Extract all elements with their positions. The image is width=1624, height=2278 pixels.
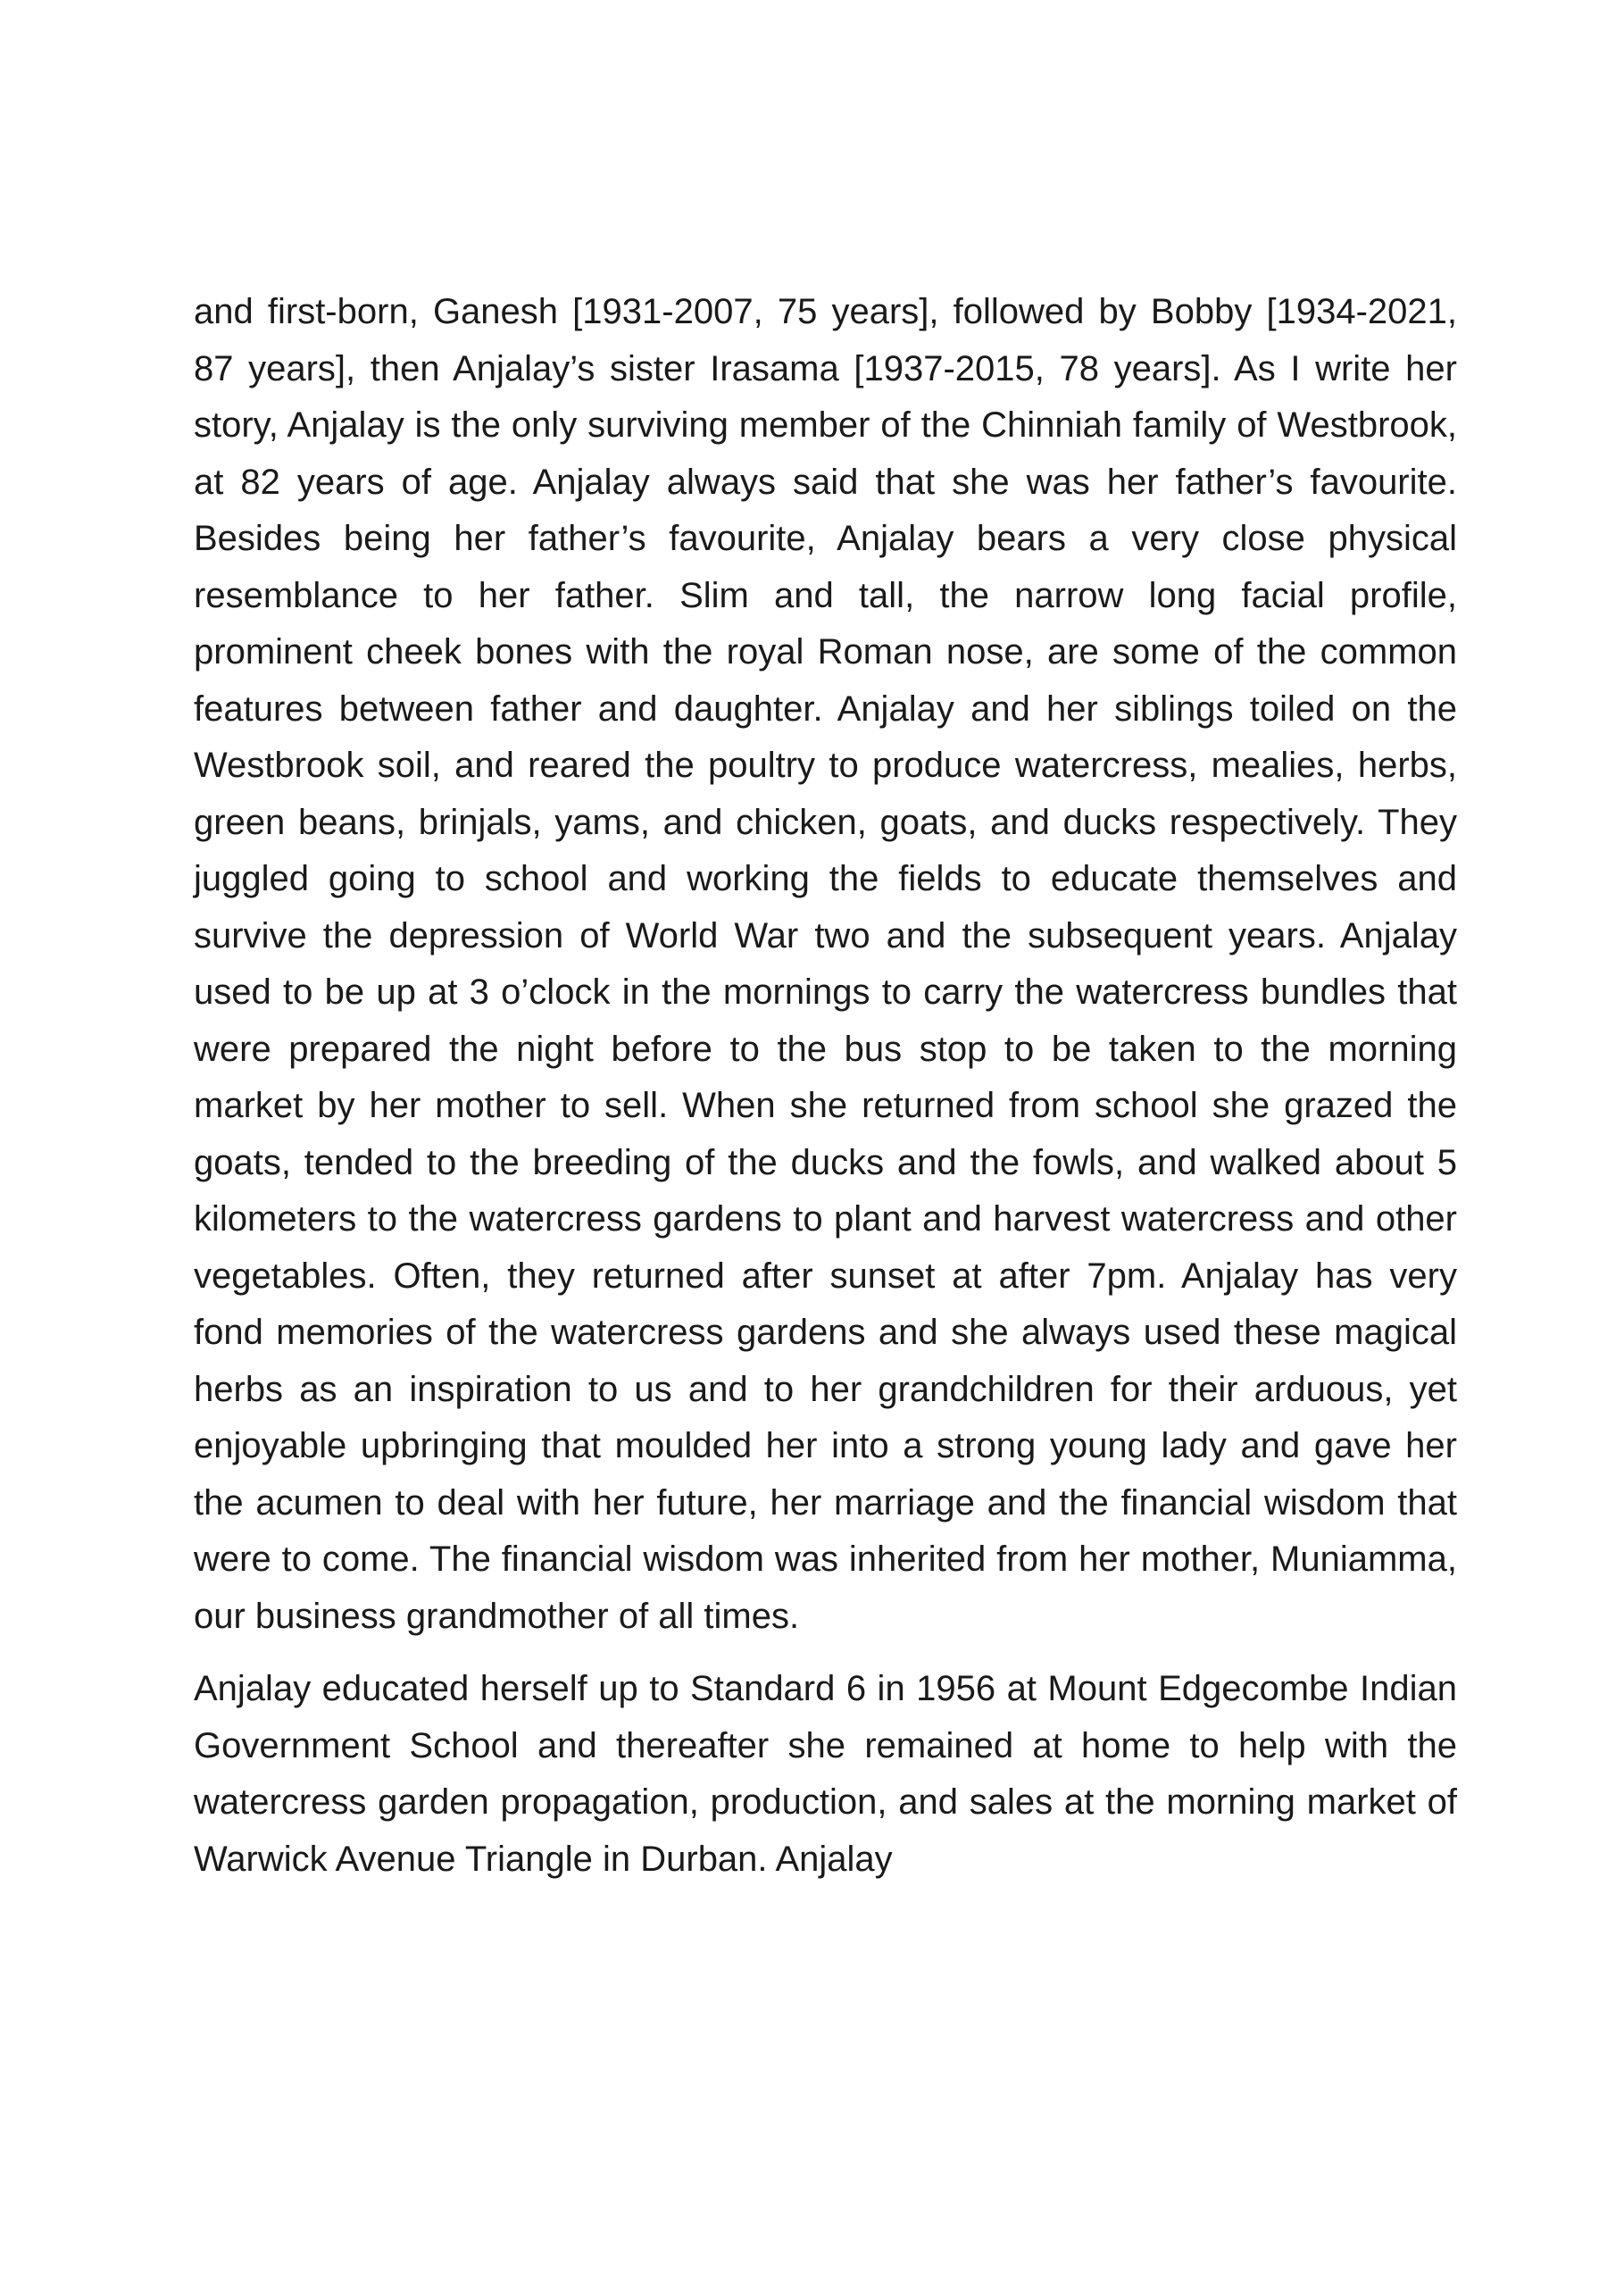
paragraph-1: and first-born, Ganesh [1931-2007, 75 years], followed by Bobby [1934-2021, 87 years], then Anjalay’s sister Irasama [1937-2015, 78 years]. As I write her story, Anjalay is the only surviving member of the Chinniah family of Westbrook, at 82 years of age. Anjalay always said that she was her father’s favourite. Besides being her father’s favourite, Anjalay bears a very close physical resemblance to her father. Slim and tall, the narrow long facial profile, prominent cheek bones with the royal Roman nose, are some of the common features between father and daughter. Anjalay and her siblings toiled on the Westbrook soil, and reared the poultry to produce watercress, mealies, herbs, green beans, brinjals, yams, and chicken, goats, and ducks respectively. They juggled going to school and working the fields to educate themselves and survive the depression of World War two and the subsequent years. Anjalay used to be up at 3 o’clock in the mornings to carry the watercress bundles that were prepared the night before to the bus stop to be taken to the morning market by her mother to sell. When she returned from school she grazed the goats, tended to the breeding of the ducks and the fowls, and walked about 5 kilometers to the watercress gardens to plant and harvest watercress and other vegetables. Often, they returned after sunset at after 7pm. Anjalay has very fond memories of the watercress gardens and she always used these magical herbs as an inspiration to us and to her grandchildren for their arduous, yet enjoyable upbringing that moulded her into a strong young lady and gave her the acumen to deal with her future, her marriage and the financial wisdom that were to come. The financial wisdom was inherited from her mother, Muniamma, our business grandmother of all times. bbox=[194, 292, 1457, 1636]
paragraph-2: Anjalay educated herself up to Standard 6 in 1956 at Mount Edgecombe Indian Government School and thereafter she remained at home to help with the watercress garden propagation, production, and sales at the morning market of Warwick Avenue Triangle in Durban. Anjalay bbox=[194, 1669, 1457, 1879]
body-text bbox=[194, 284, 1457, 1888]
